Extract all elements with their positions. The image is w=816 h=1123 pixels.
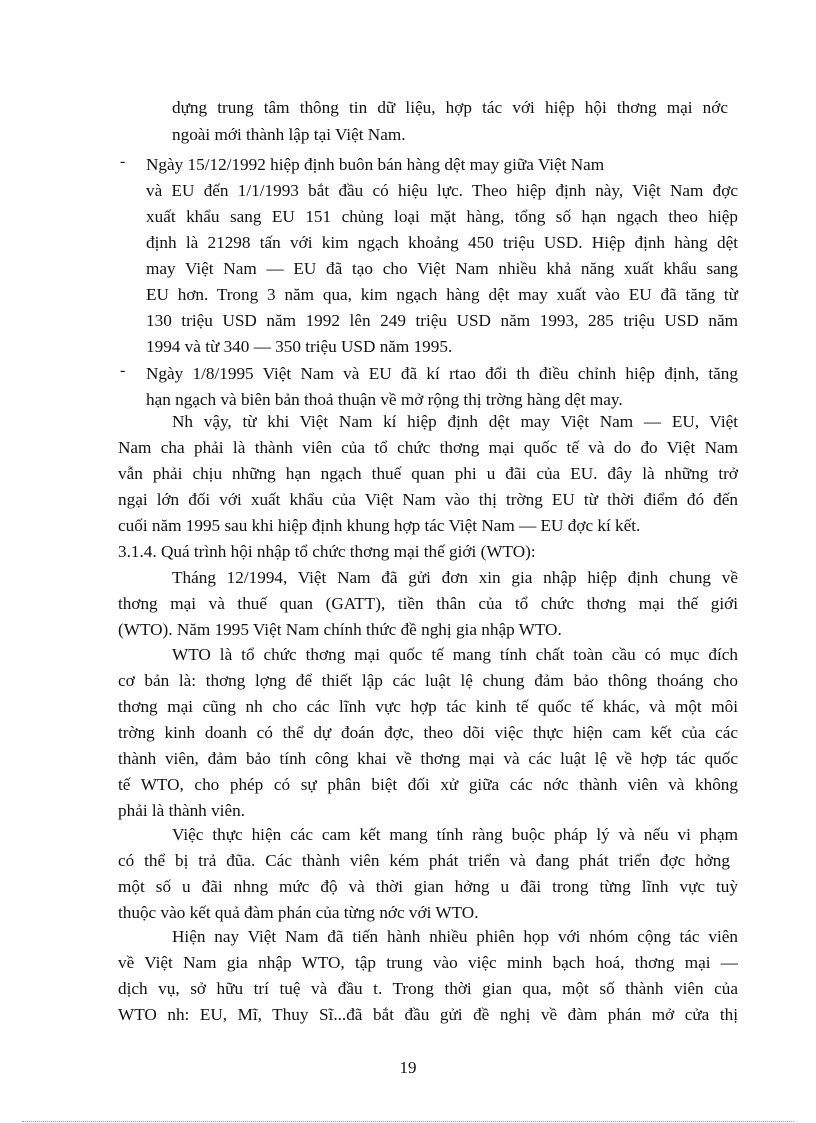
text-line: (WTO). Năm 1995 Việt Nam chính thức đề nghị gia nhập WTO. <box>118 620 562 639</box>
text-line: thuộc vào kết quả đàm phán của từng nớc với WTO. <box>118 903 479 922</box>
text-line: Tháng 12/1994, Việt Nam đã gửi đơn xin gia nhập hiệp định chung về <box>172 568 738 587</box>
text-line: Việc thực hiện các cam kết mang tính ràng buộc pháp lý và nếu vi phạm <box>172 825 738 844</box>
text-line: thơng mại cũng nh cho các lĩnh vực hợp tác kinh tế quốc tế khác, và một môi <box>118 697 738 716</box>
text-line: thơng mại và thuế quan (GATT), tiền thân của tổ chức thơng mại thế giới <box>118 594 738 613</box>
text-line: hạn ngạch và biên bản thoả thuận về mở rộng thị trờng hàng dệt may. <box>146 390 623 409</box>
text-line: vẫn phải chịu những hạn ngạch thuế quan phi u đãi của EU. đây là những trở <box>118 464 738 483</box>
text-line: Hiện nay Việt Nam đã tiến hành nhiều phiên họp với nhóm cộng tác viên <box>172 927 738 946</box>
text-line: cơ bản là: thơng lợng để thiết lập các luật lệ chung đảm bảo thông thoáng cho <box>118 671 738 690</box>
text-line: Ngày 15/12/1992 hiệp định buôn bán hàng dệt may giữa Việt Nam <box>146 155 605 174</box>
text-line: thành viên, đảm bảo tính công khai về thơng mại và các luật lệ về hợp tác quốc <box>118 749 738 768</box>
bullet-marker: - <box>120 362 126 379</box>
text-line: trờng kinh doanh có thể dự đoán đợc, theo dõi việc thực hiện cam kết của các <box>118 723 738 742</box>
text-line: ngại lớn đối với xuất khẩu của Việt Nam vào thị trờng EU từ thời điểm đó đến <box>118 490 738 509</box>
text-line: 1994 và từ 340 — 350 triệu USD năm 1995. <box>146 337 453 356</box>
text-line: ngoài mới thành lập tại Việt Nam. <box>172 125 406 144</box>
page-number: 19 <box>399 1058 417 1077</box>
text-line: một số u đãi nhng mức độ và thời gian hởng u đãi trong từng lĩnh vực tuỳ <box>118 877 738 896</box>
text-line: dịch vụ, sở hữu trí tuệ và đầu t. Trong thời gian qua, một số thành viên của <box>118 979 738 998</box>
text-line: may Việt Nam — EU đã tạo cho Việt Nam nhiều khả năng xuất khẩu sang <box>146 259 738 278</box>
section-heading: 3.1.4. Quá trình hội nhập tổ chức thơng mại thế giới (WTO): <box>118 542 536 561</box>
text-line: EU hơn. Trong 3 năm qua, kim ngạch hàng dệt may xuất vào EU đã tăng từ <box>146 285 738 304</box>
text-line: dựng trung tâm thông tin dữ liệu, hợp tác với hiệp hội thơng mại nớc <box>172 98 728 117</box>
text-line: Ngày 1/8/1995 Việt Nam và EU đã kí rtao đổi th điều chỉnh hiệp định, tăng <box>146 364 738 383</box>
text-line: Nam cha phải là thành viên của tổ chức thơng mại quốc tế và do đo Việt Nam <box>118 438 738 457</box>
text-line: tế WTO, cho phép có sự phân biệt đối xử giữa các nớc thành viên và không <box>118 775 738 794</box>
text-line: và EU đến 1/1/1993 bắt đầu có hiệu lực. Theo hiệp định này, Việt Nam đợc <box>146 181 738 200</box>
text-line: xuất khẩu sang EU 151 chủng loại mặt hàng, tổng số hạn ngạch theo hiệp <box>146 207 738 226</box>
page-bottom-divider <box>22 1121 794 1122</box>
text-line: về Việt Nam gia nhập WTO, tập trung vào việc minh bạch hoá, thơng mại — <box>118 953 738 972</box>
text-line: WTO nh: EU, Mĩ, Thuy Sĩ...đã bắt đầu gửi đề nghị về đàm phán mở cửa thị <box>118 1005 738 1024</box>
text-line: phải là thành viên. <box>118 801 245 820</box>
text-line: WTO là tổ chức thơng mại quốc tế mang tính chất toàn cầu có mục đích <box>172 645 738 664</box>
bullet-marker: - <box>120 153 126 170</box>
text-line: cuối năm 1995 sau khi hiệp định khung hợp tác Việt Nam — EU đợc kí kết. <box>118 516 641 535</box>
text-line: định là 21298 tấn với kim ngạch khoảng 450 triệu USD. Hiệp định hàng dệt <box>146 233 738 252</box>
text-line: 130 triệu USD năm 1992 lên 249 triệu USD năm 1993, 285 triệu USD năm <box>146 311 738 330</box>
text-line: có thể bị trả đũa. Các thành viên kém phát triển và đang phát triển đợc hởng <box>118 851 730 870</box>
text-line: Nh vậy, từ khi Việt Nam kí hiệp định dệt may Việt Nam — EU, Việt <box>172 412 738 431</box>
